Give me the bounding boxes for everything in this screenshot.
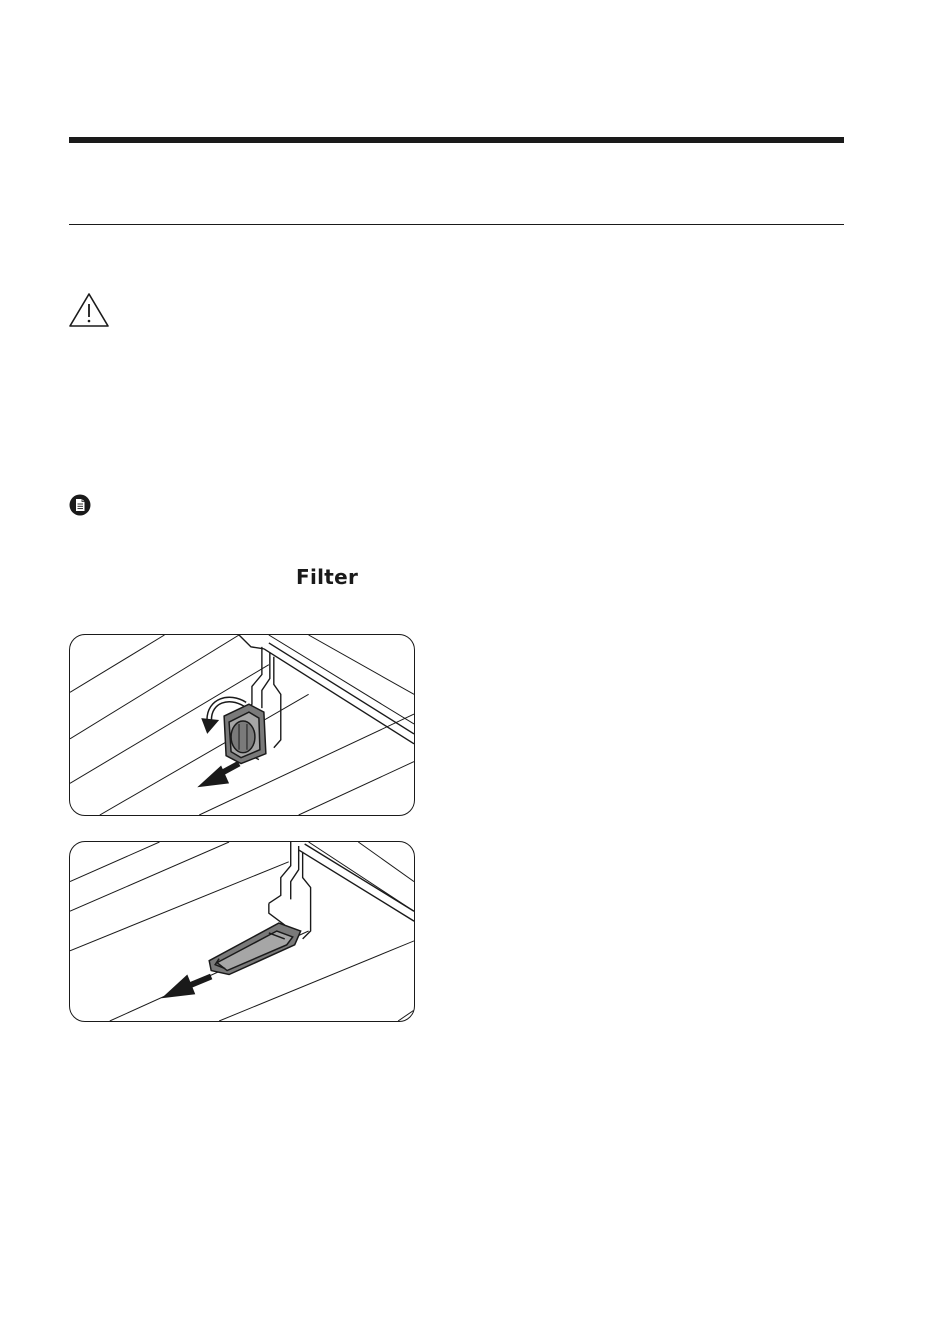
filter-pull-out-illustration bbox=[69, 841, 415, 1022]
header-thin-rule bbox=[69, 224, 844, 225]
note-icon bbox=[69, 494, 91, 516]
filter-cap-rotate-illustration bbox=[69, 634, 415, 816]
filter-step-label: Filter bbox=[296, 565, 359, 589]
header-thick-rule bbox=[69, 137, 844, 143]
warning-triangle-icon bbox=[68, 292, 110, 328]
